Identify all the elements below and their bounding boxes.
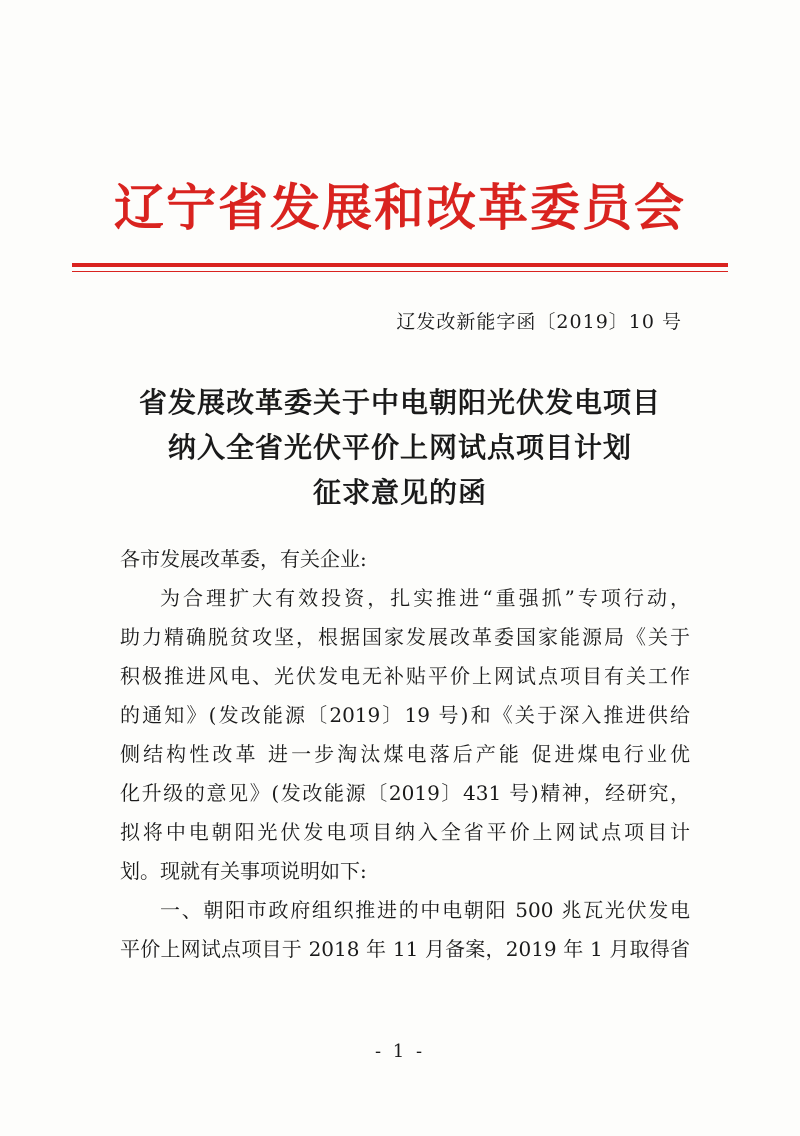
paragraph-1-line-5: 侧结构性改革 进一步淘汰煤电落后产能 促进煤电行业优	[120, 742, 690, 766]
title-line-1: 省发展改革委关于中电朝阳光伏发电项目	[138, 386, 661, 419]
paragraph-1-line-6: 化升级的意见》(发改能源〔2019〕431 号)精神，经研究，	[120, 781, 690, 805]
page-number: - 1 -	[374, 1041, 426, 1062]
paragraph-1-line-3: 积极推进风电、光伏发电无补贴平价上网试点项目有关工作	[120, 664, 690, 688]
title-line-3: 征求意见的函	[312, 476, 487, 509]
paragraph-2-line-1: 一、朝阳市政府组织推进的中电朝阳 500 兆瓦光伏发电	[160, 898, 690, 922]
paragraph-1-line-8: 划。现就有关事项说明如下:	[120, 859, 367, 883]
paragraph-1-line-4: 的通知》(发改能源〔2019〕19 号)和《关于深入推进供给	[120, 703, 690, 727]
document-body	[120, 540, 690, 969]
paragraph-1-line-7: 拟将中电朝阳光伏发电项目纳入全省平价上网试点项目计	[120, 820, 690, 844]
paragraph-1-line-1: 为合理扩大有效投资，扎实推进“重强抓”专项行动，	[160, 586, 690, 610]
document-number: 辽发改新能字函〔2019〕10 号	[396, 311, 682, 333]
title-line-2: 纳入全省光伏平价上网试点项目计划	[167, 431, 632, 464]
salutation: 各市发展改革委，有关企业:	[120, 547, 367, 571]
document-title	[0, 380, 800, 515]
paragraph-1-line-2: 助力精确脱贫攻坚，根据国家发展改革委国家能源局《关于	[120, 625, 690, 649]
red-header-rule-thin	[72, 271, 728, 272]
paragraph-2-line-2: 平价上网试点项目于 2018 年 11 月备案，2019 年 1 月取得省	[120, 937, 690, 961]
issuing-organization-header: 辽宁省发展和改革委员会	[114, 178, 686, 237]
red-header-rule-thick	[72, 263, 728, 267]
